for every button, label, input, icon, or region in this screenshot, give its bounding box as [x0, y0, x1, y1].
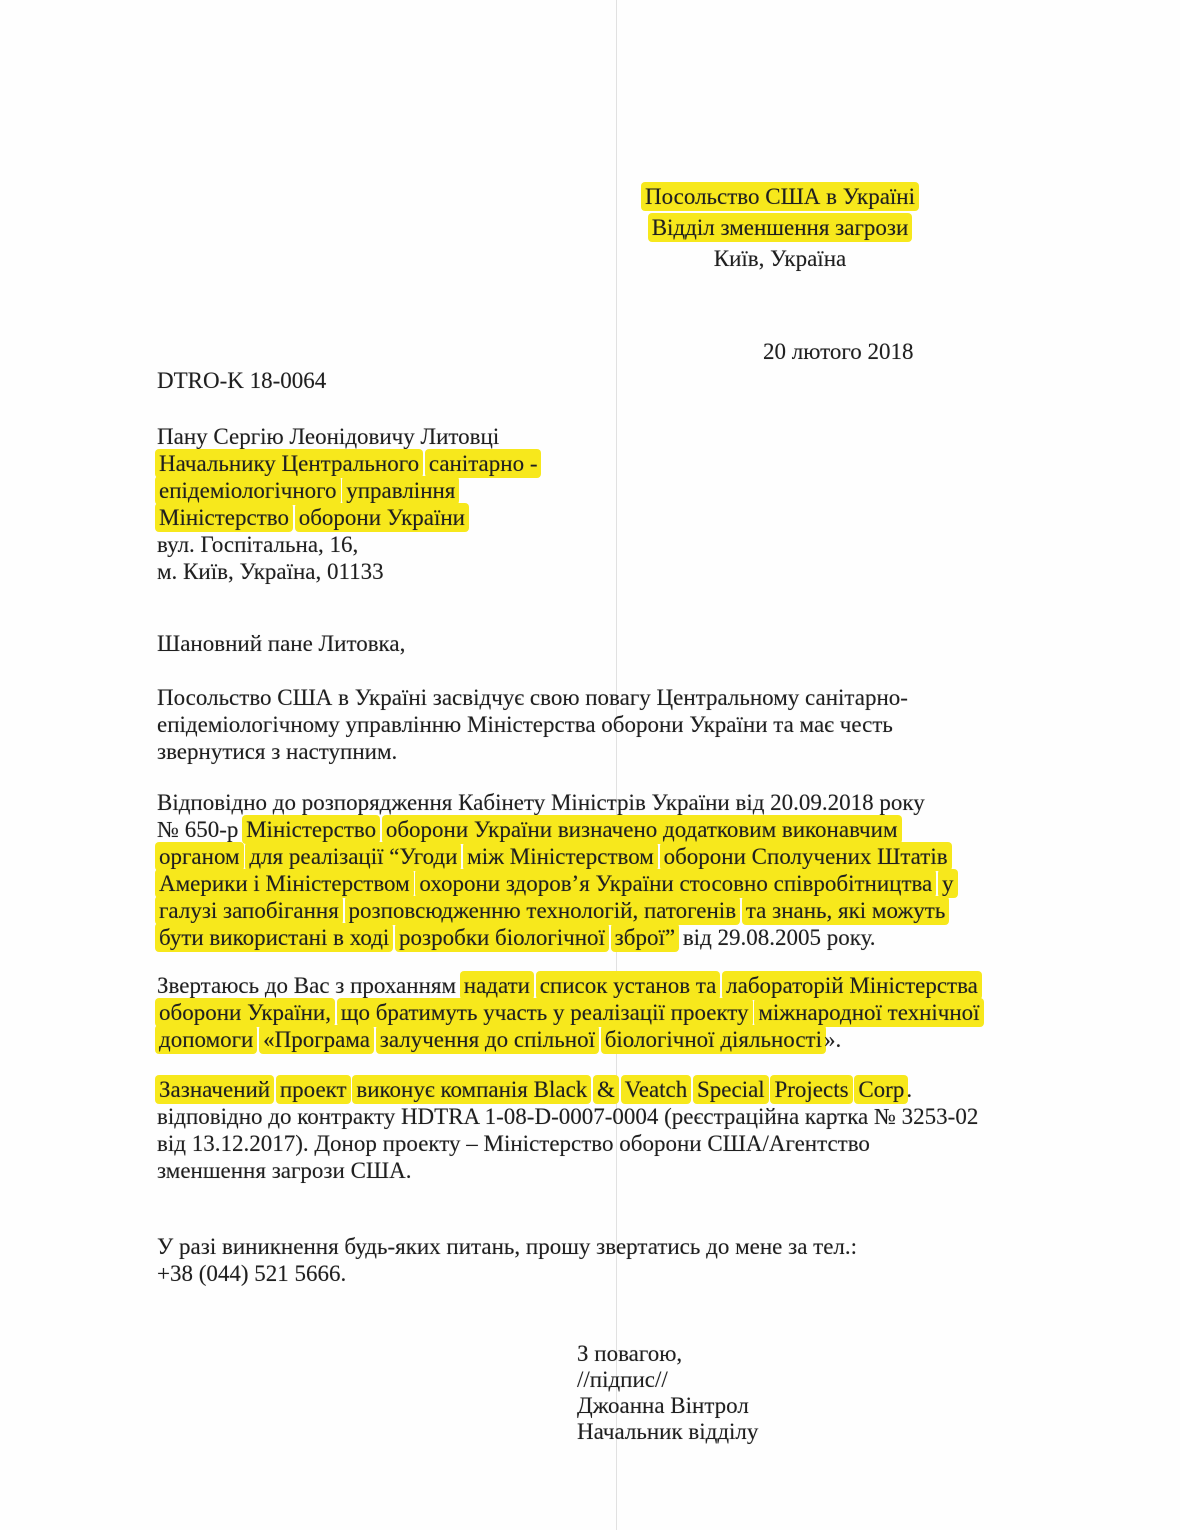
signature-block	[577, 1341, 758, 1445]
plain-text: вул. Госпітальна, 16,	[157, 532, 359, 557]
highlighted-text: Veatch	[621, 1075, 692, 1104]
text-line	[157, 1157, 978, 1184]
text-line	[560, 212, 1000, 243]
ref-number	[157, 367, 326, 394]
paragraph-contractor	[157, 1076, 978, 1184]
plain-text: .	[906, 1077, 913, 1102]
plain-text: +38 (044) 521 5666.	[157, 1261, 347, 1286]
highlighted-text: та знань, які можуть	[742, 896, 950, 925]
highlighted-text: епідеміологічного	[155, 476, 341, 505]
plain-text: 20 лютого 2018	[763, 339, 914, 364]
highlighted-text: охорони здоров’я України стосовно співробітництва	[415, 869, 936, 898]
plain-text: Начальник відділу	[577, 1419, 759, 1444]
text-line	[157, 870, 956, 897]
plain-text: Звертаюсь до Вас з проханням	[157, 973, 457, 998]
text-line	[157, 531, 539, 558]
plain-text: //підпис//	[577, 1367, 668, 1392]
text-line	[157, 897, 956, 924]
highlighted-text: допомоги	[155, 1025, 257, 1054]
text-line	[157, 1260, 857, 1287]
highlighted-text: санітарно -	[425, 449, 542, 478]
highlighted-text: Америки і Міністерством	[155, 869, 414, 898]
highlighted-text: оборони України	[295, 503, 469, 532]
text-line	[157, 999, 982, 1026]
plain-text: Шановний пане Литовка,	[157, 631, 406, 656]
text-line	[577, 1419, 758, 1445]
paragraph-contact	[157, 1233, 857, 1287]
text-line	[157, 789, 956, 816]
highlighted-text: Міністерство	[242, 815, 380, 844]
text-line	[157, 711, 908, 738]
text-line	[157, 843, 956, 870]
plain-text: Посольство США в Україні засвідчує свою повагу Центральному санітарно-	[157, 685, 908, 710]
highlighted-text: розповсюдженню технологій, патогенів	[345, 896, 741, 925]
highlighted-text: біологічної діяльності	[601, 1025, 826, 1054]
plain-text: від 29.08.2005 року.	[682, 925, 876, 950]
text-line	[157, 738, 908, 765]
text-line	[157, 816, 956, 843]
highlighted-text: управління	[342, 476, 459, 505]
highlighted-text: надати	[460, 971, 534, 1000]
highlighted-text: органом	[155, 842, 244, 871]
plain-text: Відповідно до розпорядження Кабінету Міністрів України від 20.09.2018 року	[157, 790, 925, 815]
highlighted-text: оборони України визначено додатковим виконавчим	[382, 815, 902, 844]
plain-text: З повагою,	[577, 1341, 683, 1366]
text-line	[157, 504, 539, 531]
plain-text: У разі виникнення будь-яких питань, прошу звертатись до мене за тел.:	[157, 1234, 858, 1259]
text-line	[157, 367, 326, 394]
header-block	[560, 181, 1000, 274]
highlighted-text: у	[938, 869, 958, 898]
highlighted-text: зброї”	[611, 923, 679, 952]
highlighted-text: для реалізації “Угоди	[245, 842, 461, 871]
plain-text: Джоанна Вінтрол	[577, 1393, 749, 1418]
text-line	[157, 423, 539, 450]
plain-text: відповідно до контракту HDTRA 1-08-D-0007-0004 (реєстраційна картка № 3253-02	[157, 1104, 979, 1129]
highlighted-text: між Міністерством	[463, 842, 658, 871]
highlighted-text: Міністерство	[155, 503, 293, 532]
highlighted-text: &	[593, 1075, 619, 1104]
highlighted-text: Зазначений	[155, 1075, 274, 1104]
plain-text: від 13.12.2017). Донор проекту – Міністерство оборони США/Агентство	[157, 1131, 870, 1156]
plain-text: зменшення загрози США.	[157, 1158, 412, 1183]
highlighted-text: що братимуть участь у реалізації проекту	[337, 998, 753, 1027]
highlighted-text: оборони Сполучених Штатів	[660, 842, 952, 871]
highlighted-text: галузі запобігання	[155, 896, 343, 925]
salutation	[157, 630, 405, 657]
highlighted-text: лабораторій Міністерства	[722, 971, 982, 1000]
highlighted-text: розробки біологічної	[395, 923, 609, 952]
text-line	[560, 243, 1000, 274]
text-line	[157, 1103, 978, 1130]
text-line	[157, 1076, 978, 1103]
text-line	[157, 450, 539, 477]
text-line	[157, 924, 956, 951]
plain-text: епідеміологічному управлінню Міністерства оборони України та має честь	[157, 712, 893, 737]
plain-text: м. Київ, Україна, 01133	[157, 559, 384, 584]
text-line	[157, 558, 539, 585]
plain-text: Київ, Україна	[713, 246, 847, 271]
highlighted-text: міжнародної технічної	[754, 998, 983, 1027]
text-line	[157, 630, 405, 657]
highlighted-text: «Програма	[259, 1025, 374, 1054]
date-line	[763, 338, 913, 365]
text-line	[157, 1026, 982, 1053]
highlighted-text: бути використані в ході	[155, 923, 393, 952]
text-line	[157, 477, 539, 504]
highlighted-text: Special	[693, 1075, 769, 1104]
paragraph-request	[157, 972, 982, 1053]
text-line	[157, 972, 982, 999]
highlighted-text: Посольство США в Україні	[641, 182, 919, 211]
highlighted-text: оборони України,	[155, 998, 335, 1027]
text-line	[577, 1393, 758, 1419]
paragraph-agreement	[157, 789, 956, 951]
highlighted-text: проект	[276, 1075, 351, 1104]
plain-text: звернутися з наступним.	[157, 739, 398, 764]
paragraph-respect	[157, 684, 908, 765]
address-block	[157, 423, 539, 585]
plain-text: DTRO-K 18-0064	[157, 368, 327, 393]
highlighted-text: виконує компанія Black	[352, 1075, 591, 1104]
highlighted-text: Відділ зменшення загрози	[648, 213, 913, 242]
text-line	[157, 684, 908, 711]
highlighted-text: Corp	[854, 1075, 908, 1104]
text-line	[157, 1130, 978, 1157]
text-line	[577, 1341, 758, 1367]
plain-text: № 650-р	[157, 817, 239, 842]
highlighted-text: Projects	[770, 1075, 852, 1104]
highlighted-text: список установ та	[536, 971, 721, 1000]
highlighted-text: Начальнику Центрального	[155, 449, 423, 478]
highlighted-text: залучення до спільної	[376, 1025, 599, 1054]
text-line	[763, 338, 913, 365]
text-line	[560, 181, 1000, 212]
text-line	[157, 1233, 857, 1260]
text-line	[577, 1367, 758, 1393]
plain-text: Пану Сергію Леонідовичу Литовці	[157, 424, 500, 449]
plain-text: ».	[824, 1027, 842, 1052]
